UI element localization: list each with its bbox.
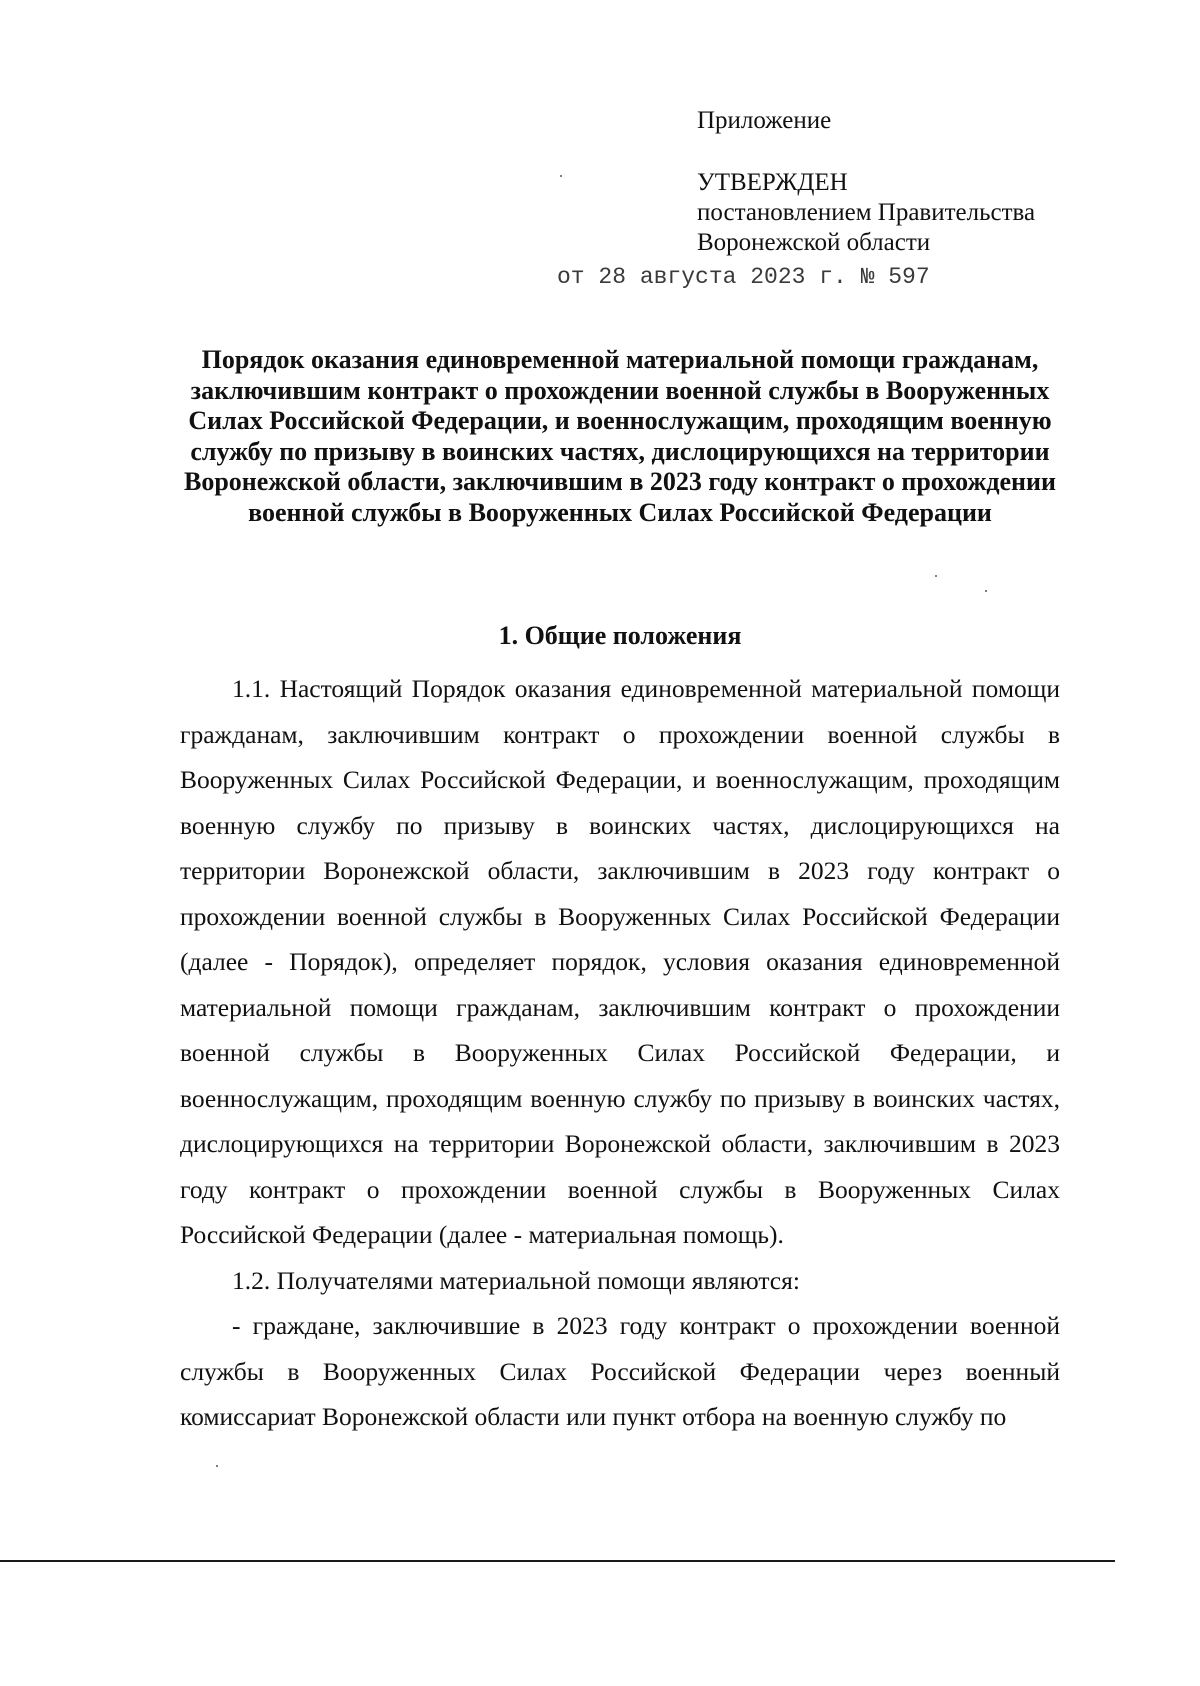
approved-label: УТВЕРЖДЕН [697, 169, 848, 196]
resolution-date-number: от 28 августа 2023 г. № 597 [557, 264, 930, 290]
section-heading: 1. Общие положения [498, 621, 742, 650]
paragraph-1-2: 1.2. Получателями материальной помощи являются: [232, 1265, 800, 1295]
scan-speck [216, 1465, 218, 1467]
approval-block [557, 106, 1097, 292]
body-text [180, 666, 1060, 1440]
paragraph-recipients-item: - граждане, заключившие в 2023 году контракт о прохождении военной службы в Вооруженных Силах Российской Федерации через военный комиссариат Воронежской области или пункт отбора на военную службу по [180, 1311, 1060, 1431]
scan-speck [985, 590, 987, 592]
approved-by-line-2: Воронежской области [697, 229, 931, 256]
approved-by-line-1: постановлением Правительства [697, 199, 1036, 226]
appendix-label: Приложение [697, 107, 832, 134]
paragraph-1-1: 1.1. Настоящий Порядок оказания единовременной материальной помощи гражданам, заключившим контракт о прохождении военной службы в Вооруженных Силах Российской Федерации, и военнослужащим, проходящим военную службу по призыву в воинских частях, дислоцирующихся на территории Воронежской области, заключившим в 2023 году контракт о прохождении военной службы в Вооруженных Силах Российской Федерации (далее - Порядок), определяет порядок, условия оказания единовременной материальной помощи гражданам, заключившим контракт о прохождении военной службы в Вооруженных Силах Российской Федерации, и военнослужащим, проходящим военную службу по призыву в воинских частях, дислоцирующихся на территории Воронежской области, заключившим в 2023 году контракт о прохождении военной службы в Вооруженных Силах Российской Федерации (далее - материальная помощь). [180, 674, 1060, 1249]
page-bottom-rule [0, 1560, 1115, 1562]
scan-speck [560, 175, 562, 177]
document-title: Порядок оказания единовременной материальной помощи гражданам, заключившим контракт о прохождении военной службы в Вооруженных Силах Российской Федерации, и военнослужащим, проходящим военную службу по призыву в воинских частях, дислоцирующихся на территории Воронежской области, заключившим в 2023 году контракт о прохождении военной службы в Вооруженных Силах Российской Федерации [184, 345, 1056, 527]
scan-speck [935, 575, 937, 577]
